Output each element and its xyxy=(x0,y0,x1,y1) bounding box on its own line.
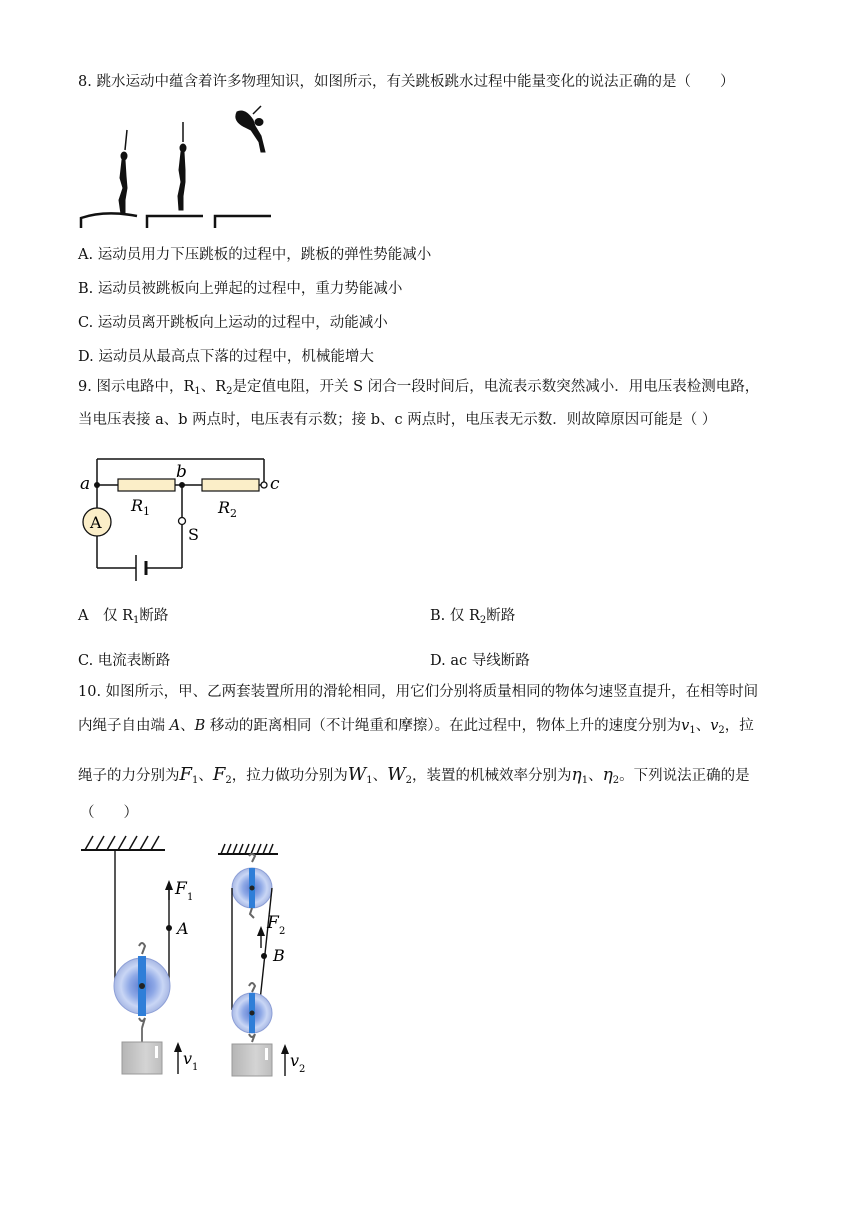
label-r2: R xyxy=(218,498,231,517)
label-f1: F xyxy=(175,879,187,899)
q10-line3-pre: 绳子的力分别为 xyxy=(78,768,180,784)
q9-option-a-prefix: A 仅 R xyxy=(78,608,133,624)
label-r2-sub: 2 xyxy=(230,507,237,520)
q9-option-c: C. 电流表断路 xyxy=(78,653,171,669)
label-b-point: B xyxy=(273,946,285,965)
q9-sub1: 1 xyxy=(194,386,201,397)
label-v1-sub: 1 xyxy=(192,1062,199,1073)
q9-stem-part1: 9. 图示电路中，R xyxy=(78,379,195,395)
label-c: c xyxy=(270,474,280,494)
q9-option-d: D. ac 导线断路 xyxy=(430,653,530,669)
q10-line3-mid2: ，装置的机械效率分别为 xyxy=(412,768,572,784)
q9-option-b-prefix: B. 仅 R xyxy=(430,608,480,624)
q10-w1-sub: 1 xyxy=(366,775,373,786)
q10-point-a: A xyxy=(169,718,181,734)
q8-stem: 8. 跳水运动中蕴含着许多物理知识，如图所示，有关跳板跳水过程中能量变化的说法正确的是（ ） xyxy=(78,74,735,90)
q10-line3-mid: ，拉力做功分别为 xyxy=(231,768,348,784)
q10-eta2: η xyxy=(602,765,613,785)
label-r1: R xyxy=(131,496,144,515)
q10-line3-post: 。下列说法正确的是 xyxy=(619,768,750,784)
q9-sub2: 2 xyxy=(226,386,233,397)
q10-w2: W xyxy=(387,764,406,785)
ammeter-label: A xyxy=(90,513,102,532)
q10-line2-tail: ，拉 xyxy=(724,718,754,734)
label-f2: F xyxy=(267,913,279,933)
q10-eta1-sub: 1 xyxy=(581,775,589,786)
q9-stem-part2: 是定值电阻，开关 S 闭合一段时间后，电流表示数突然减小．用电压表检测电路， xyxy=(232,379,760,395)
q9-stem-line1 xyxy=(78,380,759,397)
q10-f2: F xyxy=(212,764,226,785)
label-f2-sub: 2 xyxy=(279,926,286,937)
q10-sep3: 、 xyxy=(372,768,388,784)
q8-option-a: A. 运动员用力下压跳板的过程中，跳板的弹性势能减小 xyxy=(78,247,432,263)
q9-option-b xyxy=(430,604,515,626)
diving-figure xyxy=(75,100,275,235)
q10-w1: W xyxy=(347,764,367,785)
q10-line2-pre: 内绳子自由端 xyxy=(78,718,170,734)
q10-line3 xyxy=(78,766,750,786)
label-a: a xyxy=(80,474,91,494)
label-v2-sub: 2 xyxy=(299,1064,306,1075)
q10-v2: v xyxy=(710,718,719,734)
q9-option-a-sub: 1 xyxy=(133,615,140,626)
q10-f1: F xyxy=(179,764,192,785)
q10-sep2: 、 xyxy=(198,768,213,784)
q10-v2-sub: 2 xyxy=(718,725,725,736)
pulley-diagram xyxy=(75,828,315,1083)
q9-mid1: 、R xyxy=(200,379,227,395)
circuit-diagram xyxy=(70,455,290,590)
q10-sep4: 、 xyxy=(588,768,603,784)
q10-line1: 10. 如图所示，甲、乙两套装置所用的滑轮相同，用它们分别将质量相同的物体匀速竖直提升，在相等时间 xyxy=(78,684,759,700)
q8-option-c: C. 运动员离开跳板向上运动的过程中，动能减小 xyxy=(78,315,388,331)
q10-w2-sub: 2 xyxy=(405,775,413,786)
q10-sep1: 、 xyxy=(695,718,711,734)
q10-line2-post: 移动的距离相同（不计绳重和摩擦）。在此过程中，物体上升的速度分别为 xyxy=(205,718,682,734)
q10-line2-mid: 、 xyxy=(180,718,195,734)
q8-option-b: B. 运动员被跳板向上弹起的过程中，重力势能减小 xyxy=(78,281,403,297)
label-v1: v xyxy=(183,1049,193,1068)
switch-label: S xyxy=(188,525,199,544)
label-r1-sub: 1 xyxy=(143,505,150,518)
q10-line2 xyxy=(78,719,754,736)
q10-f1-sub: 1 xyxy=(192,775,199,786)
q9-option-a-suffix: 断路 xyxy=(139,608,169,624)
q10-eta1: η xyxy=(571,765,582,785)
label-f1-sub: 1 xyxy=(187,892,194,903)
q10-v1: v xyxy=(681,718,690,734)
q9-option-b-sub: 2 xyxy=(479,615,487,626)
q10-point-b: B xyxy=(194,718,206,734)
q10-eta2-sub: 2 xyxy=(612,775,620,786)
q9-option-a xyxy=(78,604,168,626)
label-b: b xyxy=(176,462,187,482)
label-v2: v xyxy=(290,1051,300,1070)
q10-v1-sub: 1 xyxy=(689,725,696,736)
q9-option-b-suffix: 断路 xyxy=(486,608,516,624)
q10-f2-sub: 2 xyxy=(225,775,232,786)
q8-option-d: D. 运动员从最高点下落的过程中，机械能增大 xyxy=(78,349,374,365)
q9-stem-line2: 当电压表接 a、b 两点时，电压表有示数；接 b、c 两点时，电压表无示数．则故障原因可能是（ ） xyxy=(78,412,717,428)
label-a-point: A xyxy=(177,919,189,938)
q10-line4: （ ） xyxy=(80,805,138,821)
